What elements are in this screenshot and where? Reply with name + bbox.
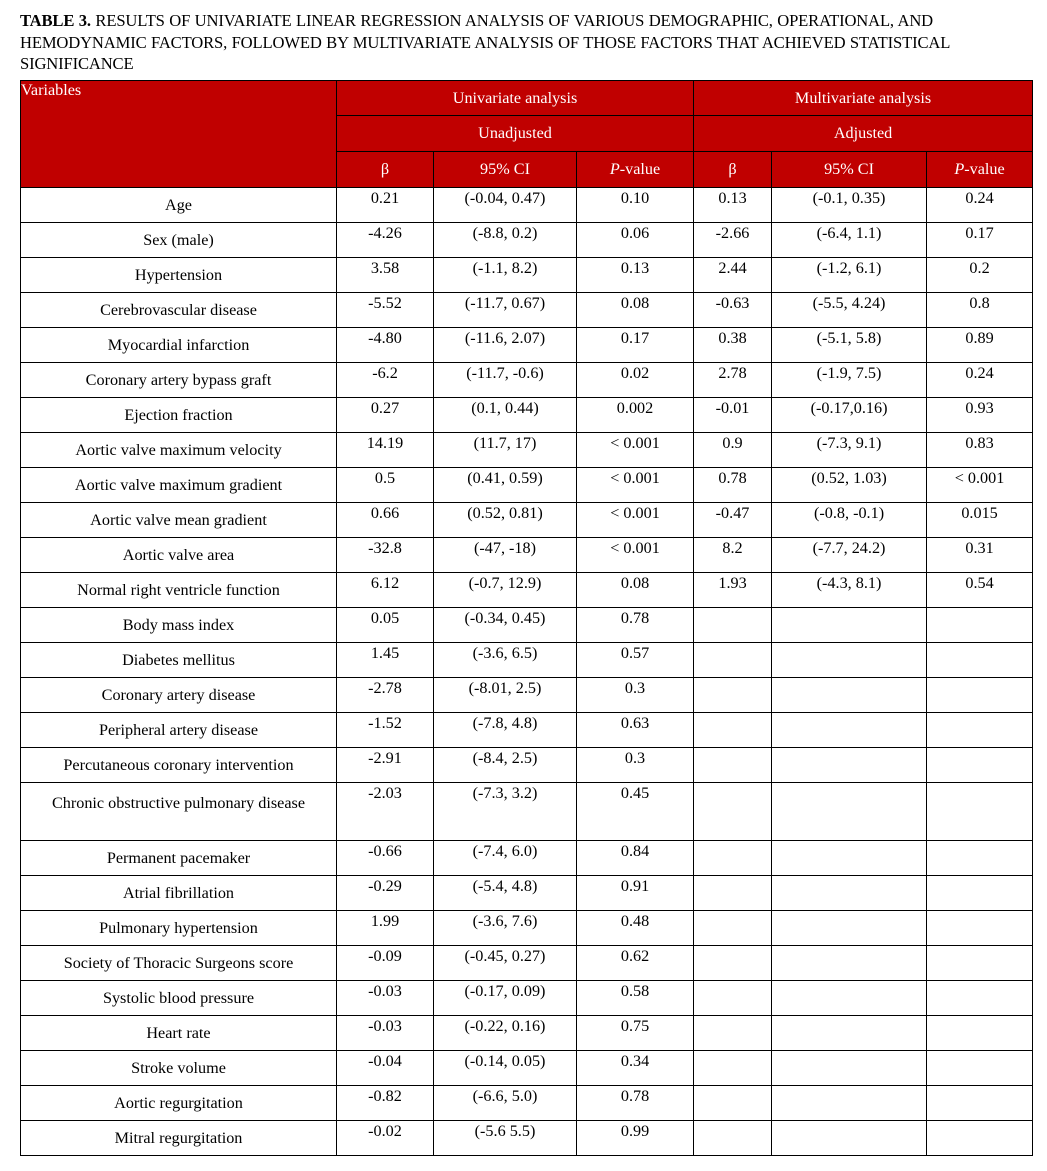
row-uni-beta: 1.45 [337,643,434,678]
row-uni-beta: -32.8 [337,538,434,573]
table-row [21,1016,1033,1051]
row-variable-label: Ejection fraction [21,398,337,433]
table-row [21,538,1033,573]
row-uni-ci: (-11.6, 2.07) [434,328,577,363]
row-uni-ci: (-0.45, 0.27) [434,946,577,981]
row-mul-ci: (-7.7, 24.2) [772,538,927,573]
row-uni-ci: (-0.17, 0.09) [434,981,577,1016]
table-row [21,223,1033,258]
row-mul-ci [772,911,927,946]
row-mul-beta [694,1051,772,1086]
header-uni-pvalue [577,152,694,188]
table-row [21,783,1033,841]
row-mul-pvalue: 0.83 [927,433,1033,468]
row-variable-label: Atrial fibrillation [21,876,337,911]
row-variable-label: Peripheral artery disease [21,713,337,748]
header-uni-ci: 95% CI [434,152,577,188]
row-uni-pvalue: < 0.001 [577,468,694,503]
row-uni-beta: 14.19 [337,433,434,468]
row-mul-beta [694,783,772,841]
row-mul-beta [694,1086,772,1121]
row-uni-beta: -0.09 [337,946,434,981]
row-uni-beta: -2.91 [337,748,434,783]
table-row [21,713,1033,748]
row-variable-label: Aortic regurgitation [21,1086,337,1121]
row-mul-pvalue [927,876,1033,911]
row-mul-beta [694,876,772,911]
row-uni-pvalue: 0.10 [577,188,694,223]
table-row [21,293,1033,328]
row-uni-pvalue: 0.45 [577,783,694,841]
table-row [21,1121,1033,1156]
row-mul-pvalue [927,841,1033,876]
row-variable-label: Systolic blood pressure [21,981,337,1016]
table-row [21,188,1033,223]
row-uni-pvalue: 0.3 [577,678,694,713]
row-mul-pvalue: 0.015 [927,503,1033,538]
row-mul-beta: -2.66 [694,223,772,258]
header-mul-ci: 95% CI [772,152,927,188]
regression-results-table [20,80,1033,1156]
header-uni-beta: β [337,152,434,188]
row-uni-beta: -4.80 [337,328,434,363]
row-mul-ci: (-0.8, -0.1) [772,503,927,538]
row-uni-ci: (-0.04, 0.47) [434,188,577,223]
row-mul-beta [694,946,772,981]
row-mul-beta: 0.78 [694,468,772,503]
row-uni-beta: -0.29 [337,876,434,911]
table-row [21,1051,1033,1086]
row-uni-ci: (-5.4, 4.8) [434,876,577,911]
row-uni-ci: (-0.22, 0.16) [434,1016,577,1051]
row-uni-pvalue: 0.48 [577,911,694,946]
row-uni-pvalue: 0.75 [577,1016,694,1051]
header-variables: Variables [21,81,337,188]
row-mul-pvalue [927,748,1033,783]
row-variable-label: Aortic valve mean gradient [21,503,337,538]
row-uni-beta: 0.21 [337,188,434,223]
table-row [21,643,1033,678]
row-uni-pvalue: 0.78 [577,608,694,643]
header-mul-pvalue [927,152,1033,188]
row-mul-pvalue [927,643,1033,678]
row-uni-ci: (-5.6 5.5) [434,1121,577,1156]
row-mul-ci [772,1086,927,1121]
row-uni-pvalue: 0.06 [577,223,694,258]
row-mul-beta: 2.78 [694,363,772,398]
row-mul-beta: 1.93 [694,573,772,608]
row-variable-label: Coronary artery bypass graft [21,363,337,398]
row-uni-beta: -2.78 [337,678,434,713]
row-mul-ci: (-0.1, 0.35) [772,188,927,223]
row-mul-pvalue [927,946,1033,981]
row-uni-pvalue: < 0.001 [577,538,694,573]
table-row [21,433,1033,468]
table-row [21,946,1033,981]
row-uni-pvalue: 0.17 [577,328,694,363]
row-mul-beta: -0.63 [694,293,772,328]
row-mul-ci: (-7.3, 9.1) [772,433,927,468]
row-variable-label: Pulmonary hypertension [21,911,337,946]
row-mul-beta [694,713,772,748]
row-uni-ci: (-0.14, 0.05) [434,1051,577,1086]
row-mul-pvalue [927,1051,1033,1086]
row-mul-pvalue: 0.24 [927,363,1033,398]
row-mul-pvalue [927,608,1033,643]
table-row [21,911,1033,946]
row-uni-ci: (-0.34, 0.45) [434,608,577,643]
pvalue-suffix: -value [619,160,661,179]
row-variable-label: Body mass index [21,608,337,643]
header-adjusted: Adjusted [694,116,1033,152]
row-mul-pvalue: 0.17 [927,223,1033,258]
row-mul-beta [694,1016,772,1051]
header-univariate-analysis: Univariate analysis [337,81,694,116]
row-mul-pvalue [927,678,1033,713]
row-uni-beta: -0.03 [337,981,434,1016]
row-uni-ci: (-3.6, 6.5) [434,643,577,678]
row-variable-label: Aortic valve maximum gradient [21,468,337,503]
row-variable-label: Aortic valve area [21,538,337,573]
row-uni-beta: 3.58 [337,258,434,293]
row-variable-label: Hypertension [21,258,337,293]
table-caption-text: RESULTS OF UNIVARIATE LINEAR REGRESSION ANALYSIS OF VARIOUS DEMOGRAPHIC, OPERATIONAL, AND HEMODYNAMIC FACTORS, FOLLOWED BY MULTIVARIATE ANALYSIS OF THOSE FACTORS THAT ACHIEVED STATISTICAL SIGNIFICANCE [20,11,950,74]
table-row [21,981,1033,1016]
header-mul-beta: β [694,152,772,188]
pvalue-italic-p: P [609,160,620,179]
row-variable-label: Normal right ventricle function [21,573,337,608]
row-mul-beta: 2.44 [694,258,772,293]
row-uni-beta: 0.05 [337,608,434,643]
row-uni-ci: (-7.4, 6.0) [434,841,577,876]
row-uni-pvalue: 0.13 [577,258,694,293]
row-mul-ci [772,1051,927,1086]
row-mul-ci [772,946,927,981]
row-mul-ci: (0.52, 1.03) [772,468,927,503]
row-uni-beta: -6.2 [337,363,434,398]
row-mul-pvalue: < 0.001 [927,468,1033,503]
row-uni-beta: 1.99 [337,911,434,946]
row-uni-beta: -0.03 [337,1016,434,1051]
header-row-groups [21,81,1033,116]
row-mul-ci [772,841,927,876]
row-uni-ci: (0.52, 0.81) [434,503,577,538]
row-variable-label: Myocardial infarction [21,328,337,363]
row-uni-pvalue: < 0.001 [577,503,694,538]
row-uni-pvalue: 0.34 [577,1051,694,1086]
row-mul-ci: (-1.9, 7.5) [772,363,927,398]
table-row [21,748,1033,783]
table-row [21,1086,1033,1121]
row-uni-beta: -0.66 [337,841,434,876]
row-uni-beta: -1.52 [337,713,434,748]
row-mul-ci [772,678,927,713]
row-mul-ci: (-4.3, 8.1) [772,573,927,608]
row-mul-beta [694,678,772,713]
row-uni-beta: 0.66 [337,503,434,538]
row-mul-beta [694,841,772,876]
row-uni-pvalue: 0.02 [577,363,694,398]
row-uni-pvalue: 0.63 [577,713,694,748]
row-uni-ci: (-8.8, 0.2) [434,223,577,258]
row-variable-label: Diabetes mellitus [21,643,337,678]
row-mul-pvalue: 0.31 [927,538,1033,573]
row-uni-pvalue: 0.84 [577,841,694,876]
row-mul-ci [772,981,927,1016]
row-mul-pvalue [927,1086,1033,1121]
row-mul-pvalue: 0.89 [927,328,1033,363]
row-uni-pvalue: 0.57 [577,643,694,678]
row-mul-beta: 0.38 [694,328,772,363]
table-body [21,188,1033,1156]
table-row [21,468,1033,503]
row-mul-beta: 0.9 [694,433,772,468]
row-uni-pvalue: < 0.001 [577,433,694,468]
table-row [21,876,1033,911]
row-mul-ci: (-6.4, 1.1) [772,223,927,258]
row-mul-ci [772,713,927,748]
row-mul-beta [694,608,772,643]
row-uni-ci: (-7.3, 3.2) [434,783,577,841]
row-uni-ci: (-11.7, 0.67) [434,293,577,328]
row-variable-label: Heart rate [21,1016,337,1051]
row-mul-ci: (-5.1, 5.8) [772,328,927,363]
table-row [21,328,1033,363]
row-uni-ci: (-8.4, 2.5) [434,748,577,783]
row-uni-ci: (-47, -18) [434,538,577,573]
row-uni-pvalue: 0.002 [577,398,694,433]
row-uni-ci: (11.7, 17) [434,433,577,468]
row-mul-ci [772,608,927,643]
row-mul-beta [694,981,772,1016]
row-mul-pvalue [927,981,1033,1016]
row-mul-pvalue: 0.54 [927,573,1033,608]
pvalue-italic-p: P [954,160,965,179]
row-mul-ci [772,1121,927,1156]
row-uni-ci: (-11.7, -0.6) [434,363,577,398]
table-caption [20,10,1034,75]
row-variable-label: Cerebrovascular disease [21,293,337,328]
row-mul-ci [772,783,927,841]
row-uni-ci: (0.1, 0.44) [434,398,577,433]
row-uni-ci: (-3.6, 7.6) [434,911,577,946]
row-uni-beta: -5.52 [337,293,434,328]
table-row [21,841,1033,876]
row-uni-beta: 0.27 [337,398,434,433]
row-uni-pvalue: 0.62 [577,946,694,981]
row-uni-ci: (-8.01, 2.5) [434,678,577,713]
header-multivariate-analysis: Multivariate analysis [694,81,1033,116]
row-uni-pvalue: 0.91 [577,876,694,911]
table-row [21,573,1033,608]
pvalue-suffix: -value [964,160,1005,179]
row-mul-beta [694,643,772,678]
row-uni-pvalue: 0.78 [577,1086,694,1121]
row-uni-pvalue: 0.3 [577,748,694,783]
row-uni-ci: (-1.1, 8.2) [434,258,577,293]
row-variable-label: Aortic valve maximum velocity [21,433,337,468]
row-variable-label: Stroke volume [21,1051,337,1086]
row-mul-beta [694,911,772,946]
row-uni-ci: (-0.7, 12.9) [434,573,577,608]
row-mul-beta: 0.13 [694,188,772,223]
row-variable-label: Coronary artery disease [21,678,337,713]
table-header [21,81,1033,188]
row-mul-pvalue [927,911,1033,946]
row-variable-label: Society of Thoracic Surgeons score [21,946,337,981]
table-row [21,503,1033,538]
row-uni-beta: -0.04 [337,1051,434,1086]
row-mul-pvalue: 0.93 [927,398,1033,433]
row-variable-label: Mitral regurgitation [21,1121,337,1156]
row-mul-beta: -0.01 [694,398,772,433]
table-row [21,398,1033,433]
row-variable-label: Sex (male) [21,223,337,258]
row-variable-label: Permanent pacemaker [21,841,337,876]
row-mul-pvalue: 0.2 [927,258,1033,293]
row-uni-pvalue: 0.08 [577,293,694,328]
row-uni-beta: 6.12 [337,573,434,608]
row-mul-ci [772,1016,927,1051]
row-uni-pvalue: 0.08 [577,573,694,608]
row-mul-ci: (-5.5, 4.24) [772,293,927,328]
row-mul-beta: -0.47 [694,503,772,538]
header-unadjusted: Unadjusted [337,116,694,152]
row-uni-ci: (-6.6, 5.0) [434,1086,577,1121]
row-mul-beta [694,748,772,783]
table-row [21,258,1033,293]
row-mul-pvalue: 0.8 [927,293,1033,328]
row-variable-label: Age [21,188,337,223]
row-mul-pvalue [927,713,1033,748]
row-variable-label: Chronic obstructive pulmonary disease [21,783,337,841]
row-uni-beta: -0.02 [337,1121,434,1156]
row-mul-ci: (-0.17,0.16) [772,398,927,433]
row-mul-beta [694,1121,772,1156]
row-mul-beta: 8.2 [694,538,772,573]
row-variable-label: Percutaneous coronary intervention [21,748,337,783]
row-mul-ci: (-1.2, 6.1) [772,258,927,293]
row-mul-pvalue [927,1121,1033,1156]
table-number: TABLE 3. [20,11,91,30]
row-uni-beta: -4.26 [337,223,434,258]
row-mul-ci [772,876,927,911]
row-mul-ci [772,643,927,678]
row-uni-pvalue: 0.99 [577,1121,694,1156]
row-mul-pvalue: 0.24 [927,188,1033,223]
row-mul-pvalue [927,783,1033,841]
row-uni-ci: (-7.8, 4.8) [434,713,577,748]
table-row [21,678,1033,713]
row-uni-beta: -2.03 [337,783,434,841]
row-uni-beta: -0.82 [337,1086,434,1121]
row-uni-pvalue: 0.58 [577,981,694,1016]
table-row [21,363,1033,398]
row-uni-ci: (0.41, 0.59) [434,468,577,503]
row-uni-beta: 0.5 [337,468,434,503]
row-mul-pvalue [927,1016,1033,1051]
table-row [21,608,1033,643]
row-mul-ci [772,748,927,783]
